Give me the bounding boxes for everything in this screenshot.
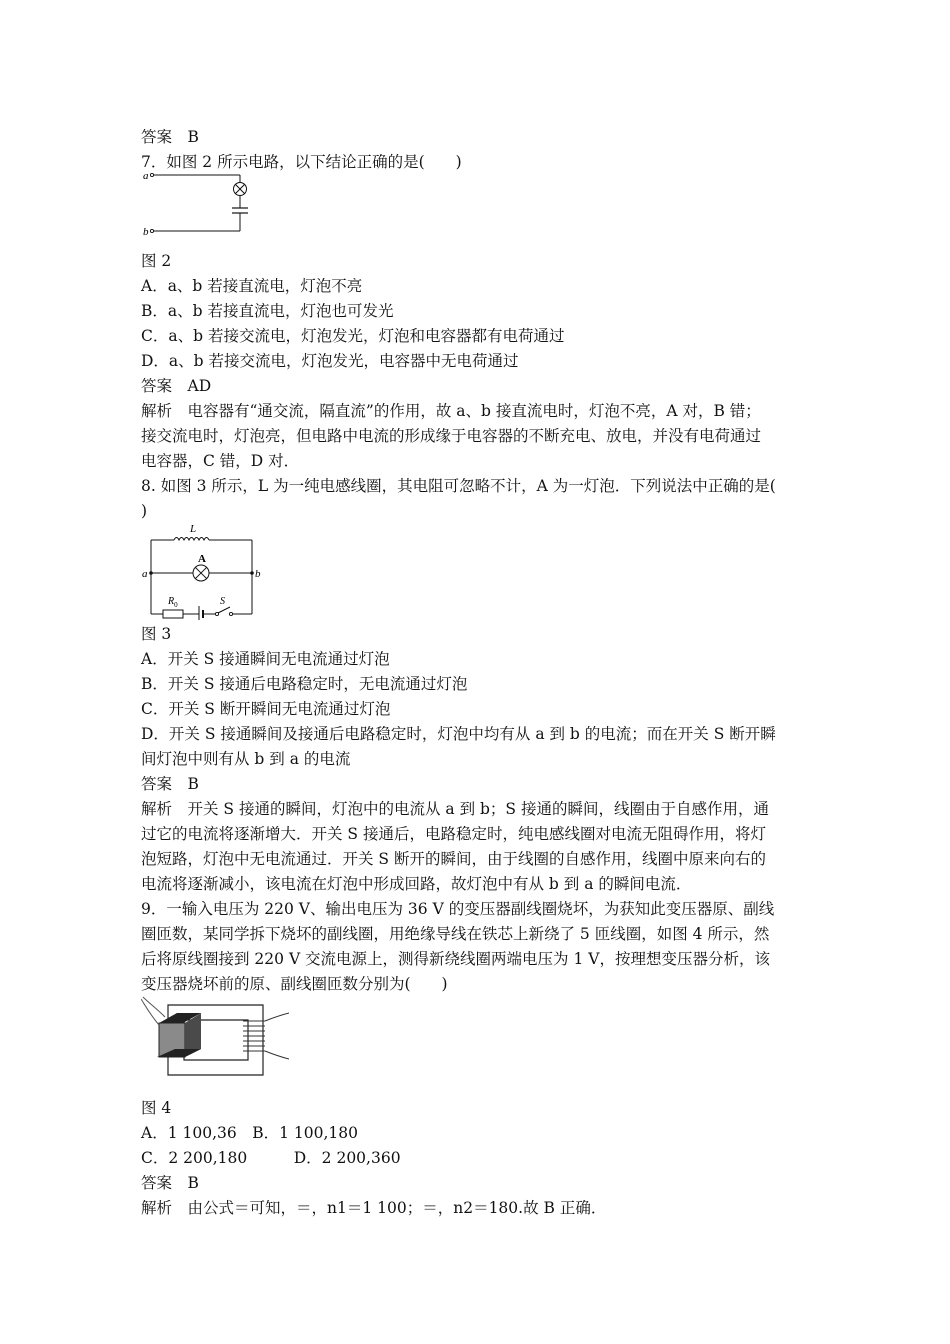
q8-stem: 8. 如图 3 所示，L 为一纯电感线圈，其电阻可忽略不计，A 为一灯泡．下列说法中正确的是( (141, 477, 776, 495)
terminal-b (150, 229, 153, 232)
q9-stem-cont: 后将原线圈接到 220 V 交流电源上，测得新绕线圈两端电压为 1 V，按理想变压器分析，该 (141, 950, 770, 968)
q8-option-c: C．开关 S 断开瞬间无电流通过灯泡 (141, 700, 391, 718)
q9-options-cd: C．2 200,180 D．2 200,360 (141, 1149, 401, 1167)
terminal-a (150, 173, 153, 176)
q9-answer: 答案 B (141, 1174, 199, 1192)
figure-4-transformer (141, 995, 291, 1080)
q8-option-d-cont: 间灯泡中则有从 b 到 a 的电流 (141, 750, 351, 768)
figure-2-circuit (141, 166, 253, 240)
resistor-label: $R_0$ (168, 596, 178, 609)
figure-3-caption: 图 3 (141, 625, 172, 643)
q8-answer: 答案 B (141, 775, 199, 793)
q7-answer: 答案 AD (141, 377, 212, 395)
resistor-icon (163, 610, 183, 618)
figure-4-caption: 图 4 (141, 1099, 172, 1117)
terminal-a-label: a (143, 170, 149, 182)
q8-analysis-line: 解析 开关 S 接通的瞬间，灯泡中的电流从 a 到 b；S 接通的瞬间，线圈由于自感作用，通 (141, 800, 769, 818)
q6-answer: 答案 B (141, 128, 199, 146)
q8-analysis-line: 电流将逐渐减小，该电流在灯泡中形成回路，故灯泡中有从 b 到 a 的瞬间电流． (141, 875, 692, 893)
q9-stem-cont: 变压器烧坏前的原、副线圈匝数分别为( ) (141, 975, 448, 993)
figure-2-caption: 图 2 (141, 252, 172, 270)
q8-option-d: D．开关 S 接通瞬间及接通后电路稳定时，灯泡中均有从 a 到 b 的电流；而在开关 S 断开瞬 (141, 725, 776, 743)
q7-option-c: C．a、b 若接交流电，灯泡发光，灯泡和电容器都有电荷通过 (141, 327, 565, 345)
q8-analysis-line: 泡短路，灯泡中无电流通过．开关 S 断开的瞬间，由于线圈的自感作用，线圈中原来向右的 (141, 850, 766, 868)
node-a-label: a (142, 568, 148, 580)
q7-option-a: A．a、b 若接直流电，灯泡不亮 (141, 277, 363, 295)
terminal-b-label: b (143, 226, 149, 238)
q7-option-d: D．a、b 若接交流电，灯泡发光，电容器中无电荷通过 (141, 352, 519, 370)
lamp-icon (234, 183, 247, 196)
q7-analysis-line: 接交流电时，灯泡亮，但电路中电流的形成缘于电容器的不断充电、放电，并没有电荷通过 (141, 427, 762, 445)
figure-3-circuit (141, 520, 266, 620)
q9-stem-cont: 圈匝数，某同学拆下烧坏的副线圈，用绝缘导线在铁芯上新绕了 5 匝线圈，如图 4 所示，然 (141, 925, 770, 943)
battery-icon (199, 606, 203, 620)
inductor-icon (174, 538, 209, 541)
switch-icon (215, 607, 232, 616)
q7-stem: 7．如图 2 所示电路，以下结论正确的是( ) (141, 153, 462, 171)
node-b (250, 571, 254, 575)
q9-analysis: 解析 由公式＝可知，＝，n1＝1 100；＝，n2＝180.故 B 正确． (141, 1199, 607, 1217)
inductor-label: L (190, 523, 197, 535)
q8-option-a: A．开关 S 接通瞬间无电流通过灯泡 (141, 650, 390, 668)
node-b-label: b (255, 568, 261, 580)
q7-analysis-line: 解析 电容器有“通交流，隔直流”的作用，故 a、b 接直流电时，灯泡不亮，A 对，B 错； (141, 402, 761, 420)
switch-label: S (220, 596, 225, 607)
capacitor-icon (232, 208, 248, 213)
lamp-label: A (198, 553, 206, 565)
q8-analysis-line: 过它的电流将逐渐增大．开关 S 接通后，电路稳定时，纯电感线圈对电流无阻碍作用，将灯 (141, 825, 766, 843)
q7-analysis-line: 电容器，C 错，D 对． (141, 452, 300, 470)
q9-stem: 9．一输入电压为 220 V、输出电压为 36 V 的变压器副线圈烧坏，为获知此变压器原、副线 (141, 900, 775, 918)
q7-option-b: B．a、b 若接直流电，灯泡也可发光 (141, 302, 394, 320)
lamp-icon (193, 565, 209, 581)
q9-options-ab: A．1 100,36 B．1 100,180 (141, 1124, 358, 1142)
q8-option-b: B．开关 S 接通后电路稳定时，无电流通过灯泡 (141, 675, 468, 693)
q8-stem-cont: ) (141, 502, 148, 520)
